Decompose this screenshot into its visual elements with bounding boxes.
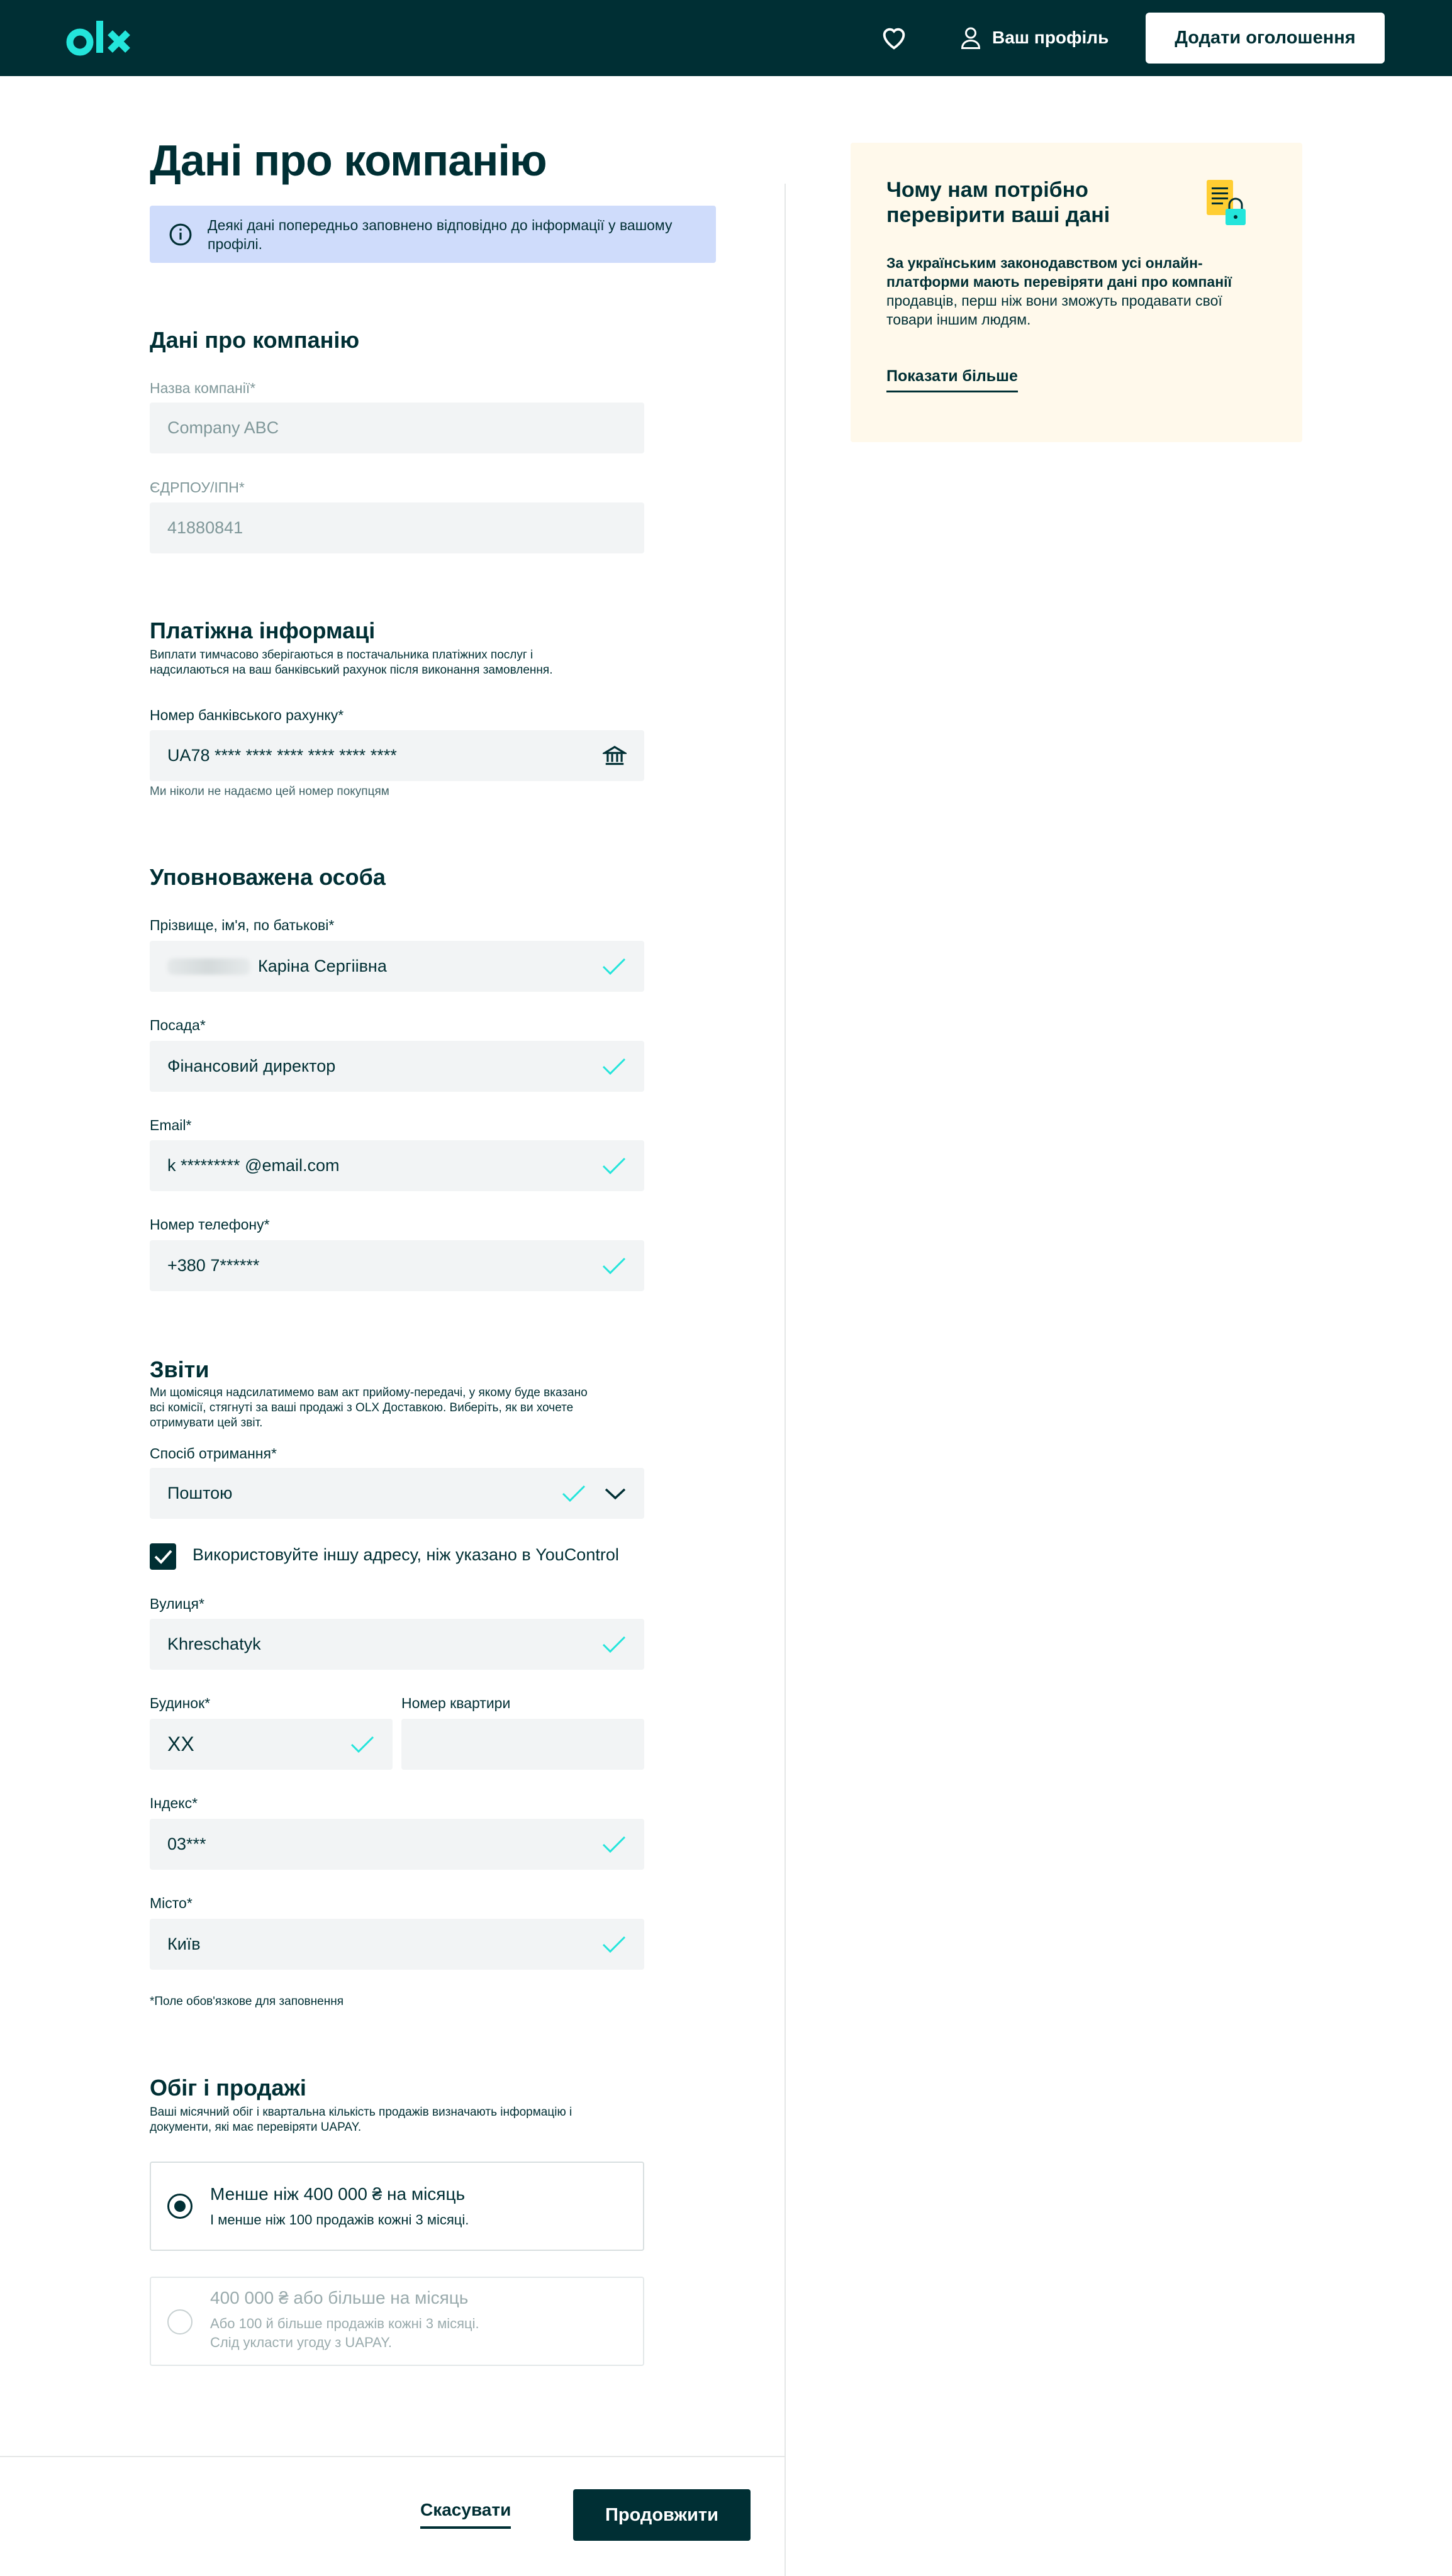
email-label: Email*: [150, 1117, 192, 1133]
valid-check-icon: [350, 1735, 375, 1754]
bank-icon: [603, 744, 627, 768]
radio-unselected[interactable]: [167, 2309, 193, 2334]
payment-description: Виплати тимчасово зберігаються в постачальника платіжних послуг і надсилаються на ваш банківський рахунок після виконання замовлення.: [150, 648, 553, 677]
fullname-label: Прізвище, ім'я, по батькові*: [150, 917, 335, 933]
continue-button[interactable]: Продовжити: [573, 2489, 751, 2541]
position-label: Посада*: [150, 1017, 206, 1033]
why-verify-title: Чому нам потрібно перевірити ваші дані: [886, 178, 1110, 227]
index-field[interactable]: 03***: [150, 1819, 644, 1870]
city-field[interactable]: Київ: [150, 1919, 644, 1970]
fullname-field[interactable]: Каріна Сергіівна: [150, 941, 644, 992]
person-section-title: Уповноважена особа: [150, 864, 386, 890]
bank-account-label: Номер банківського рахунку*: [150, 707, 344, 723]
valid-check-icon: [601, 957, 627, 976]
option-low-subtitle: І менше ніж 100 продажів кожні 3 місяці.: [210, 2212, 469, 2228]
prefill-notice: [150, 206, 716, 263]
company-name-label: Назва компанії*: [150, 380, 256, 396]
position-field[interactable]: Фінансовий директор: [150, 1041, 644, 1092]
option-high-subtitle-1: Або 100 й більше продажів кожні 3 місяці.: [210, 2316, 479, 2331]
chevron-down-icon: [604, 1487, 627, 1501]
top-navigation-bar: [0, 0, 1452, 76]
option-low-title: Менше ніж 400 000 ₴ на місяць: [210, 2184, 466, 2204]
turnover-section-title: Обіг і продажі: [150, 2075, 306, 2101]
valid-check-icon: [601, 1257, 627, 1275]
other-address-checkbox[interactable]: [150, 1543, 176, 1570]
profile-link[interactable]: [959, 23, 1109, 53]
payment-section-title: Платіжна інформаці: [150, 618, 376, 643]
phone-label: Номер телефону*: [150, 1216, 270, 1233]
user-icon: [959, 25, 982, 50]
checkmark-icon: [150, 1543, 176, 1570]
page-title: Дані про компанію: [150, 136, 547, 185]
street-field[interactable]: Khreschatyk: [150, 1619, 644, 1670]
redacted-surname: [167, 958, 250, 975]
index-label: Індекс*: [150, 1795, 198, 1811]
company-name-field: Company ABC: [150, 402, 644, 453]
valid-check-icon: [561, 1484, 586, 1503]
email-field[interactable]: k ********* @email.com: [150, 1140, 644, 1191]
document-lock-icon: [1203, 177, 1254, 229]
city-label: Місто*: [150, 1895, 193, 1911]
reports-description: Ми щомісяця надсилатимемо вам акт прийому-передачі, у якому буде вказано всі комісії, стягнуті за ваші продажі з OLX Доставкою. Виберіть, як ви хочете отримувати цей звіт.: [150, 1386, 588, 1430]
delivery-method-label: Спосіб отримання*: [150, 1445, 277, 1462]
footer-divider: [0, 2456, 785, 2457]
show-more-link[interactable]: Показати більше: [886, 367, 1018, 392]
company-section-title: Дані про компанію: [150, 327, 360, 353]
street-label: Вулиця*: [150, 1596, 204, 1612]
house-label: Будинок*: [150, 1695, 211, 1711]
house-field[interactable]: XX: [150, 1719, 393, 1770]
turnover-option-high[interactable]: [150, 2277, 644, 2366]
required-note: *Поле обов'язкове для заповнення: [150, 1995, 343, 2008]
column-divider: [785, 184, 786, 2576]
olx-logo[interactable]: [66, 19, 145, 58]
option-high-subtitle-2: Слід укласти угоду з UAPAY.: [210, 2334, 393, 2350]
radio-selected[interactable]: [167, 2194, 193, 2219]
bank-account-helper: Ми ніколи не надаємо цей номер покупцям: [150, 785, 389, 798]
valid-check-icon: [601, 1935, 627, 1954]
favorites-heart-icon[interactable]: [880, 24, 908, 53]
valid-check-icon: [601, 1635, 627, 1654]
cancel-button[interactable]: Скасувати: [420, 2500, 511, 2529]
turnover-option-low[interactable]: [150, 2162, 644, 2251]
other-address-label: Використовуйте іншу адресу, ніж указано в YouControl: [193, 1545, 619, 1564]
valid-check-icon: [601, 1157, 627, 1175]
edrpou-label: ЄДРПОУ/ІПН*: [150, 479, 245, 496]
profile-label: Ваш профіль: [992, 28, 1109, 47]
valid-check-icon: [601, 1835, 627, 1854]
notice-text: Деякі дані попередньо заповнено відповідно до інформації у вашому профілі.: [208, 216, 673, 252]
add-ad-button[interactable]: Додати оголошення: [1146, 13, 1385, 64]
valid-check-icon: [601, 1057, 627, 1076]
phone-field[interactable]: +380 7******: [150, 1240, 644, 1291]
bank-account-value: UA78 **** **** **** **** **** ****: [167, 746, 397, 765]
why-verify-text: За українським законодавством усі онлайн-платформи мають перевіряти дані про компанії продавців, перш ніж вони зможуть продавати свої товари іншим людям.: [886, 255, 1232, 328]
edrpou-field: 41880841: [150, 502, 644, 553]
bank-account-field[interactable]: [150, 730, 644, 781]
apartment-label: Номер квартири: [401, 1695, 511, 1711]
why-verify-card: [851, 143, 1302, 442]
info-icon: [169, 223, 193, 247]
delivery-method-select[interactable]: Поштою: [150, 1468, 644, 1519]
apartment-field[interactable]: [401, 1719, 644, 1770]
option-high-title: 400 000 ₴ або більше на місяць: [210, 2288, 469, 2307]
reports-section-title: Звіти: [150, 1357, 209, 1382]
turnover-description: Ваші місячний обіг і квартальна кількість продажів визначають інформацію і документи, які має перевіряти UAPAY.: [150, 2106, 572, 2134]
